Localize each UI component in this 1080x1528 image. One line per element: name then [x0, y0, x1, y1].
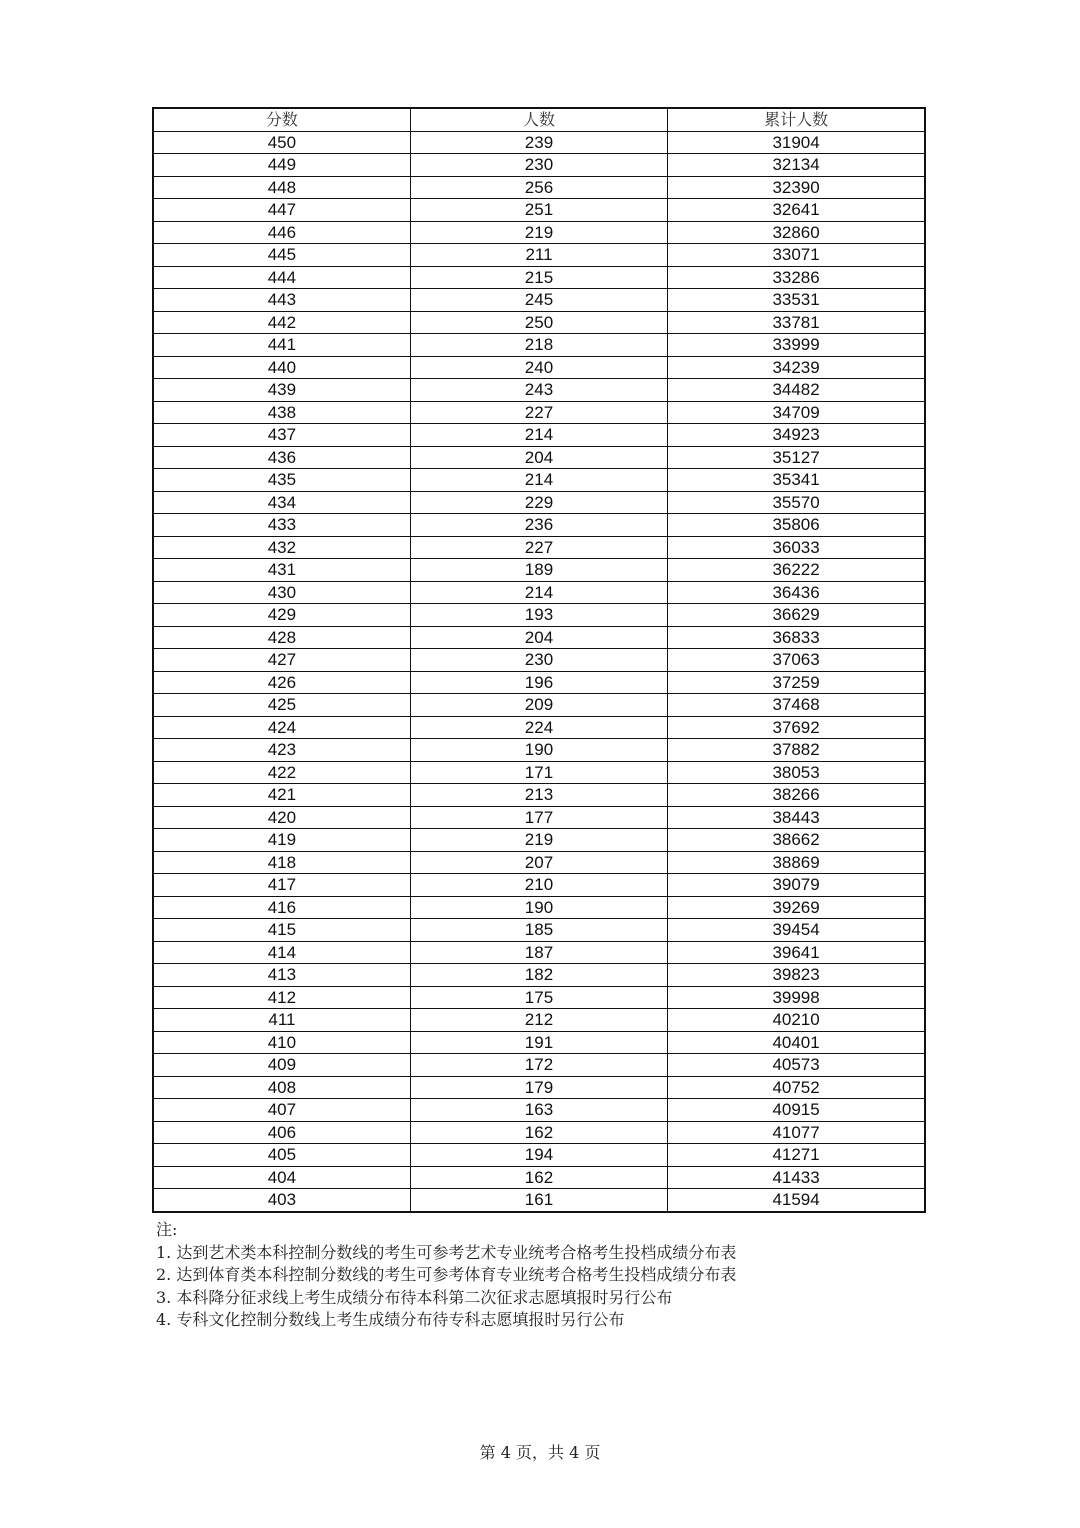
table-row — [153, 851, 925, 874]
score-cell: 442 — [153, 311, 410, 334]
table-row — [153, 1121, 925, 1144]
table-row — [153, 964, 925, 987]
score-cell: 418 — [153, 851, 410, 874]
score-distribution-table — [152, 107, 926, 1213]
table-row — [153, 1166, 925, 1189]
score-cell: 447 — [153, 199, 410, 222]
score-cell: 405 — [153, 1144, 410, 1167]
count-cell: 193 — [410, 604, 667, 627]
cumulative-cell: 33531 — [668, 289, 925, 312]
table-row — [153, 536, 925, 559]
table-row — [153, 919, 925, 942]
table-row — [153, 1031, 925, 1054]
table-row — [153, 559, 925, 582]
score-cell: 439 — [153, 379, 410, 402]
count-cell: 243 — [410, 379, 667, 402]
cumulative-cell: 39454 — [668, 919, 925, 942]
score-cell: 436 — [153, 446, 410, 469]
score-cell: 419 — [153, 829, 410, 852]
score-cell: 438 — [153, 401, 410, 424]
count-cell: 191 — [410, 1031, 667, 1054]
score-cell: 431 — [153, 559, 410, 582]
count-cell: 214 — [410, 581, 667, 604]
score-cell: 425 — [153, 694, 410, 717]
cumulative-cell: 38053 — [668, 761, 925, 784]
count-cell: 187 — [410, 941, 667, 964]
cumulative-cell: 38869 — [668, 851, 925, 874]
table-row — [153, 176, 925, 199]
score-cell: 413 — [153, 964, 410, 987]
cumulative-cell: 37259 — [668, 671, 925, 694]
count-cell: 175 — [410, 986, 667, 1009]
score-cell: 445 — [153, 244, 410, 267]
cumulative-cell: 39823 — [668, 964, 925, 987]
table-row — [153, 1144, 925, 1167]
score-cell: 404 — [153, 1166, 410, 1189]
note-item: 4. 专科文化控制分数线上考生成绩分布待专科志愿填报时另行公布 — [156, 1310, 625, 1329]
table-row — [153, 806, 925, 829]
cumulative-cell: 34482 — [668, 379, 925, 402]
count-cell: 219 — [410, 829, 667, 852]
cumulative-cell: 35570 — [668, 491, 925, 514]
cumulative-cell: 33999 — [668, 334, 925, 357]
count-cell: 204 — [410, 626, 667, 649]
cumulative-cell: 35341 — [668, 469, 925, 492]
count-cell: 224 — [410, 716, 667, 739]
score-cell: 415 — [153, 919, 410, 942]
cumulative-cell: 35127 — [668, 446, 925, 469]
cumulative-cell: 34709 — [668, 401, 925, 424]
score-cell: 423 — [153, 739, 410, 762]
score-cell: 421 — [153, 784, 410, 807]
table-row — [153, 694, 925, 717]
cumulative-cell: 39079 — [668, 874, 925, 897]
count-cell: 194 — [410, 1144, 667, 1167]
score-cell: 414 — [153, 941, 410, 964]
count-cell: 207 — [410, 851, 667, 874]
count-cell: 227 — [410, 536, 667, 559]
count-cell: 240 — [410, 356, 667, 379]
score-cell: 408 — [153, 1076, 410, 1099]
table-row — [153, 716, 925, 739]
table-row — [153, 401, 925, 424]
count-cell: 250 — [410, 311, 667, 334]
cumulative-cell: 32134 — [668, 154, 925, 177]
count-cell: 171 — [410, 761, 667, 784]
cumulative-cell: 38266 — [668, 784, 925, 807]
count-cell: 163 — [410, 1099, 667, 1122]
cumulative-cell: 37468 — [668, 694, 925, 717]
count-cell: 239 — [410, 131, 667, 154]
score-cell: 416 — [153, 896, 410, 919]
cumulative-cell: 34923 — [668, 424, 925, 447]
count-cell: 179 — [410, 1076, 667, 1099]
score-cell: 446 — [153, 221, 410, 244]
score-cell: 432 — [153, 536, 410, 559]
cumulative-cell: 33286 — [668, 266, 925, 289]
count-cell: 212 — [410, 1009, 667, 1032]
notes-heading: 注: — [156, 1220, 178, 1239]
score-cell: 428 — [153, 626, 410, 649]
cumulative-cell: 37882 — [668, 739, 925, 762]
column-header-cumulative: 累计人数 — [668, 108, 925, 131]
table-row — [153, 446, 925, 469]
score-cell: 410 — [153, 1031, 410, 1054]
table-row — [153, 874, 925, 897]
table-row — [153, 784, 925, 807]
score-cell: 420 — [153, 806, 410, 829]
score-cell: 429 — [153, 604, 410, 627]
count-cell: 251 — [410, 199, 667, 222]
cumulative-cell: 32860 — [668, 221, 925, 244]
column-header-score: 分数 — [153, 108, 410, 131]
cumulative-cell: 40210 — [668, 1009, 925, 1032]
cumulative-cell: 41271 — [668, 1144, 925, 1167]
count-cell: 214 — [410, 424, 667, 447]
count-cell: 227 — [410, 401, 667, 424]
cumulative-cell: 32390 — [668, 176, 925, 199]
cumulative-cell: 37692 — [668, 716, 925, 739]
score-cell: 411 — [153, 1009, 410, 1032]
table-row — [153, 131, 925, 154]
table-row — [153, 626, 925, 649]
cumulative-cell: 40401 — [668, 1031, 925, 1054]
column-header-count: 人数 — [410, 108, 667, 131]
score-cell: 407 — [153, 1099, 410, 1122]
table-row — [153, 1054, 925, 1077]
table-row — [153, 334, 925, 357]
table-row — [153, 1189, 925, 1212]
cumulative-cell: 41077 — [668, 1121, 925, 1144]
table-row — [153, 491, 925, 514]
table-row — [153, 581, 925, 604]
table-body — [153, 131, 925, 1212]
table-row — [153, 379, 925, 402]
table-row — [153, 424, 925, 447]
count-cell: 230 — [410, 649, 667, 672]
score-cell: 443 — [153, 289, 410, 312]
count-cell: 177 — [410, 806, 667, 829]
count-cell: 215 — [410, 266, 667, 289]
score-cell: 430 — [153, 581, 410, 604]
score-cell: 437 — [153, 424, 410, 447]
table-row — [153, 896, 925, 919]
count-cell: 162 — [410, 1166, 667, 1189]
cumulative-cell: 35806 — [668, 514, 925, 537]
count-cell: 204 — [410, 446, 667, 469]
cumulative-cell: 39269 — [668, 896, 925, 919]
count-cell: 256 — [410, 176, 667, 199]
score-cell: 435 — [153, 469, 410, 492]
cumulative-cell: 39998 — [668, 986, 925, 1009]
table-row — [153, 739, 925, 762]
score-cell: 434 — [153, 491, 410, 514]
score-cell: 412 — [153, 986, 410, 1009]
table-row — [153, 289, 925, 312]
score-cell: 424 — [153, 716, 410, 739]
count-cell: 245 — [410, 289, 667, 312]
table-row — [153, 829, 925, 852]
score-cell: 440 — [153, 356, 410, 379]
score-cell: 406 — [153, 1121, 410, 1144]
table-row — [153, 221, 925, 244]
table-row — [153, 244, 925, 267]
score-cell: 441 — [153, 334, 410, 357]
count-cell: 190 — [410, 896, 667, 919]
count-cell: 219 — [410, 221, 667, 244]
table-row — [153, 154, 925, 177]
count-cell: 182 — [410, 964, 667, 987]
table-row — [153, 1009, 925, 1032]
count-cell: 209 — [410, 694, 667, 717]
table-row — [153, 1076, 925, 1099]
count-cell: 213 — [410, 784, 667, 807]
cumulative-cell: 31904 — [668, 131, 925, 154]
score-cell: 422 — [153, 761, 410, 784]
page-number: 第 4 页，共 4 页 — [479, 1443, 601, 1462]
score-cell: 444 — [153, 266, 410, 289]
count-cell: 210 — [410, 874, 667, 897]
count-cell: 229 — [410, 491, 667, 514]
count-cell: 230 — [410, 154, 667, 177]
count-cell: 211 — [410, 244, 667, 267]
score-cell: 448 — [153, 176, 410, 199]
note-item: 3. 本科降分征求线上考生成绩分布待本科第二次征求志愿填报时另行公布 — [156, 1287, 673, 1307]
cumulative-cell: 41594 — [668, 1189, 925, 1212]
score-cell: 427 — [153, 649, 410, 672]
table-row — [153, 266, 925, 289]
count-cell: 161 — [410, 1189, 667, 1212]
count-cell: 172 — [410, 1054, 667, 1077]
count-cell: 185 — [410, 919, 667, 942]
table-row — [153, 941, 925, 964]
cumulative-cell: 33781 — [668, 311, 925, 334]
cumulative-cell: 33071 — [668, 244, 925, 267]
cumulative-cell: 36222 — [668, 559, 925, 582]
count-cell: 214 — [410, 469, 667, 492]
count-cell: 190 — [410, 739, 667, 762]
count-cell: 189 — [410, 559, 667, 582]
cumulative-cell: 34239 — [668, 356, 925, 379]
note-item: 2. 达到体育类本科控制分数线的考生可参考体育专业统考合格考生投档成绩分布表 — [156, 1265, 737, 1284]
score-cell: 449 — [153, 154, 410, 177]
count-cell: 218 — [410, 334, 667, 357]
table-header-row — [153, 108, 925, 131]
cumulative-cell: 37063 — [668, 649, 925, 672]
table-row — [153, 649, 925, 672]
score-cell: 433 — [153, 514, 410, 537]
cumulative-cell: 41433 — [668, 1166, 925, 1189]
table-row — [153, 671, 925, 694]
score-cell: 403 — [153, 1189, 410, 1212]
cumulative-cell: 36033 — [668, 536, 925, 559]
score-cell: 450 — [153, 131, 410, 154]
score-cell: 409 — [153, 1054, 410, 1077]
score-cell: 426 — [153, 671, 410, 694]
notes-section — [156, 1219, 956, 1332]
cumulative-cell: 36629 — [668, 604, 925, 627]
count-cell: 236 — [410, 514, 667, 537]
table-row — [153, 986, 925, 1009]
cumulative-cell: 38443 — [668, 806, 925, 829]
note-item: 1. 达到艺术类本科控制分数线的考生可参考艺术专业统考合格考生投档成绩分布表 — [156, 1242, 737, 1262]
cumulative-cell: 36436 — [668, 581, 925, 604]
table-row — [153, 311, 925, 334]
cumulative-cell: 40915 — [668, 1099, 925, 1122]
cumulative-cell: 36833 — [668, 626, 925, 649]
score-cell: 417 — [153, 874, 410, 897]
cumulative-cell: 38662 — [668, 829, 925, 852]
table-row — [153, 761, 925, 784]
count-cell: 162 — [410, 1121, 667, 1144]
table-row — [153, 514, 925, 537]
cumulative-cell: 40752 — [668, 1076, 925, 1099]
table-row — [153, 356, 925, 379]
table-row — [153, 469, 925, 492]
cumulative-cell: 40573 — [668, 1054, 925, 1077]
table-row — [153, 1099, 925, 1122]
table-row — [153, 604, 925, 627]
count-cell: 196 — [410, 671, 667, 694]
cumulative-cell: 32641 — [668, 199, 925, 222]
table-row — [153, 199, 925, 222]
cumulative-cell: 39641 — [668, 941, 925, 964]
